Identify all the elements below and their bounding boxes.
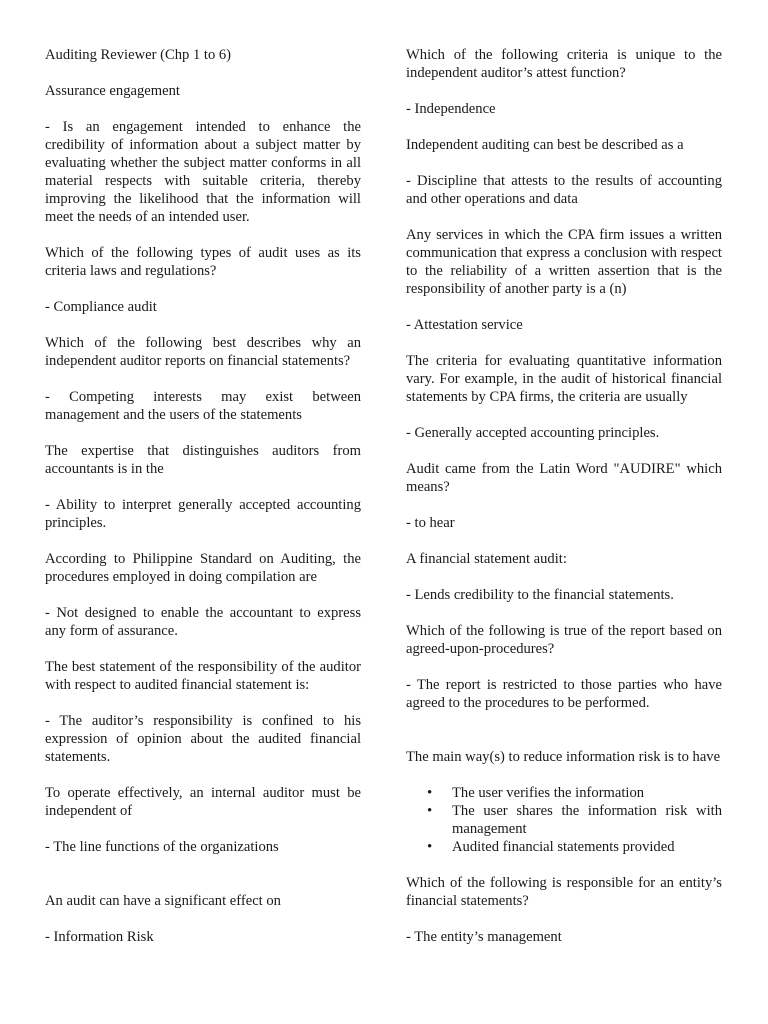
answer-paragraph: - Not designed to enable the accountant to express any form of assurance.	[45, 605, 361, 639]
spacer	[406, 730, 722, 748]
question-paragraph: The expertise that distinguishes auditors from accountants is in the	[45, 443, 361, 477]
question-paragraph: Which of the following criteria is unique to the independent auditor’s attest function?	[406, 47, 722, 81]
answer-paragraph: - Information Risk	[45, 929, 154, 945]
bullet-list	[406, 784, 722, 856]
spacer	[45, 874, 361, 892]
question-paragraph: A financial statement audit:	[406, 551, 567, 567]
left-column	[45, 46, 361, 964]
answer-paragraph: - to hear	[406, 515, 455, 531]
answer-paragraph: - Attestation service	[406, 317, 523, 333]
question-paragraph: Which of the following best describes why an independent auditor reports on financial statements?	[45, 335, 361, 369]
bullet-item: • The user verifies the information	[452, 784, 722, 802]
question-paragraph: Independent auditing can best be described as a	[406, 137, 684, 153]
question-paragraph: Which of the following is responsible for an entity’s financial statements?	[406, 875, 722, 909]
question-paragraph: Which of the following types of audit uses as its criteria laws and regulations?	[45, 245, 361, 279]
answer-paragraph: - Is an engagement intended to enhance the credibility of information about a subject matter by evaluating whether the subject matter conforms in all material respects with suitable criteria, thereby improving the likelihood that the information will meet the needs of an intended user.	[45, 119, 361, 225]
answer-paragraph: - The report is restricted to those parties who have agreed to the procedures to be performed.	[406, 677, 722, 711]
answer-paragraph: - Compliance audit	[45, 299, 157, 315]
answer-paragraph: - Discipline that attests to the results of accounting and other operations and data	[406, 173, 722, 207]
answer-paragraph: - The entity’s management	[406, 929, 562, 945]
term-heading: Assurance engagement	[45, 83, 180, 99]
right-column	[406, 46, 722, 964]
question-paragraph: Any services in which the CPA firm issues a written communication that express a conclusion with respect to the reliability of a written assertion that is the responsibility of another party is a (n)	[406, 227, 722, 297]
question-paragraph: To operate effectively, an internal auditor must be independent of	[45, 785, 361, 819]
answer-paragraph: - Lends credibility to the financial statements.	[406, 587, 674, 603]
answer-paragraph: - The auditor’s responsibility is confined to his expression of opinion about the audited financial statements.	[45, 713, 361, 765]
document-title: Auditing Reviewer (Chp 1 to 6)	[45, 47, 232, 63]
bullet-item: • Audited financial statements provided	[452, 838, 722, 856]
answer-paragraph: - The line functions of the organizations	[45, 839, 279, 855]
question-paragraph: Audit came from the Latin Word "AUDIRE" which means?	[406, 461, 722, 495]
answer-paragraph: - Ability to interpret generally accepted accounting principles.	[45, 497, 361, 531]
question-paragraph: According to Philippine Standard on Auditing, the procedures employed in doing compilation are	[45, 551, 361, 585]
answer-paragraph: - Independence	[406, 101, 496, 117]
answer-paragraph: - Generally accepted accounting principles.	[406, 425, 660, 441]
question-paragraph: The criteria for evaluating quantitative information vary. For example, in the audit of historical financial statements by CPA firms, the criteria are usually	[406, 353, 722, 405]
question-paragraph: An audit can have a significant effect on	[45, 893, 281, 909]
bullet-item: • The user shares the information risk with management	[452, 802, 722, 838]
answer-paragraph: - Competing interests may exist between management and the users of the statements	[45, 389, 361, 423]
question-paragraph: The main way(s) to reduce information risk is to have	[406, 749, 721, 765]
question-paragraph: Which of the following is true of the report based on agreed-upon-procedures?	[406, 623, 722, 657]
question-paragraph: The best statement of the responsibility of the auditor with respect to audited financial statement is:	[45, 659, 361, 693]
